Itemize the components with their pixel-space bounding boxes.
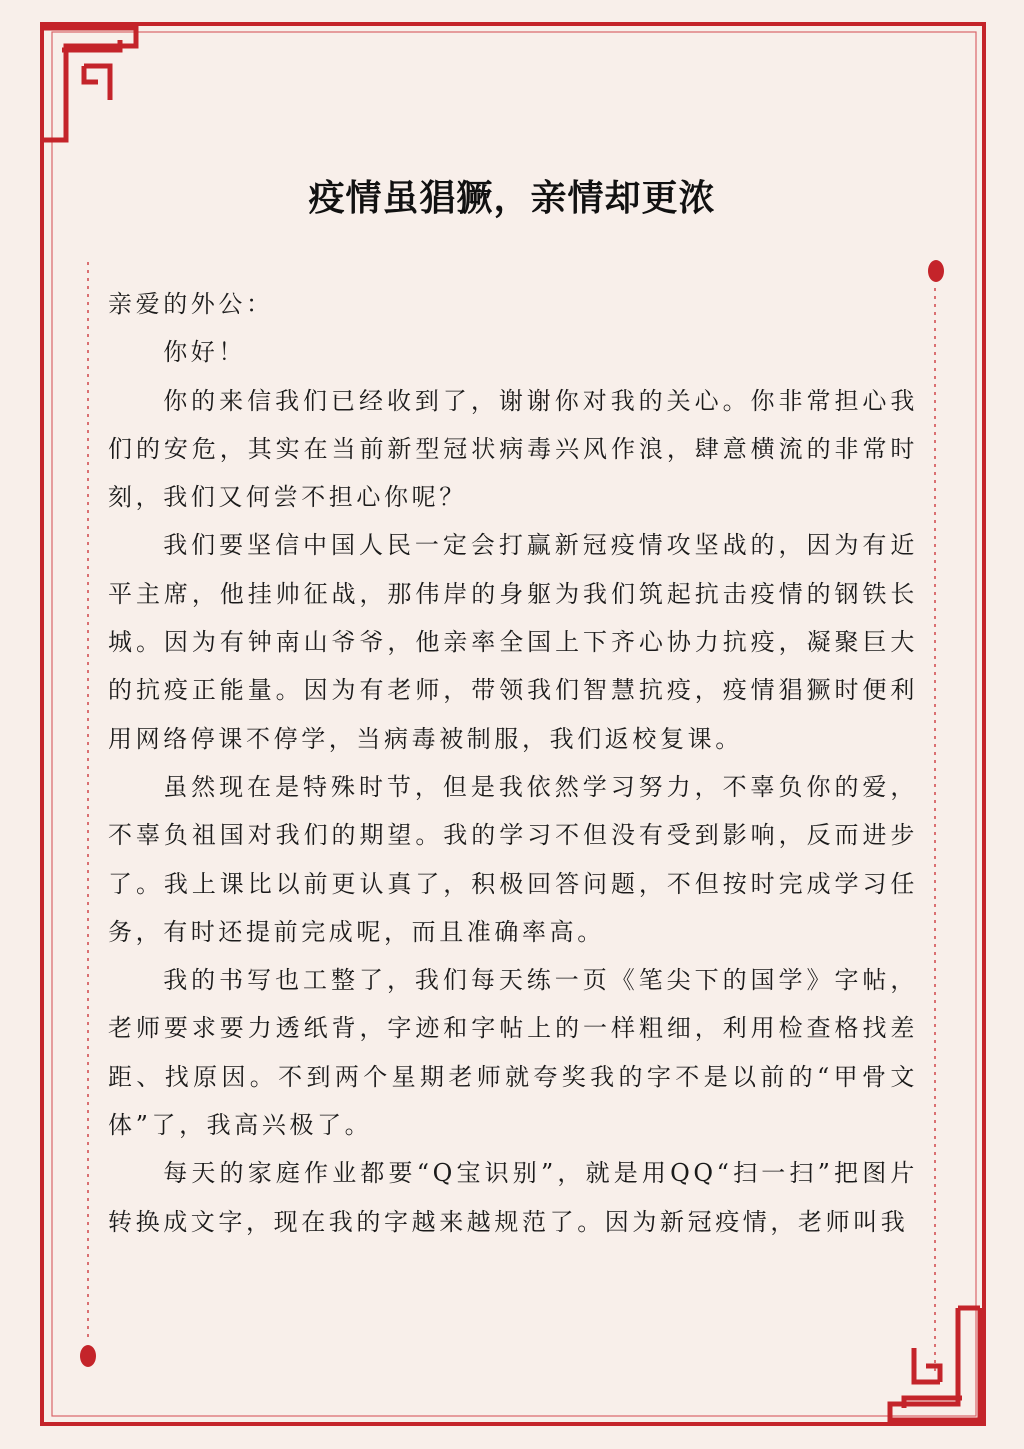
page-title: 疫情虽猖獗，亲情却更浓	[308, 178, 716, 219]
letter-paragraph: 每天的家庭作业都要“Q宝识别”，就是用QQ“扫一扫”把图片转换成文字，现在我的字越来越规范了。因为新冠疫情，老师叫我	[108, 1159, 918, 1236]
letter-paragraph: 我的书写也工整了，我们每天练一页《笔尖下的国学》字帖，老师要求要力透纸背，字迹和字帖上的一样粗细，利用检查格找差距、找原因。不到两个星期老师就夸奖我的字不是以前的“甲骨文体”了，我高兴极了。	[108, 966, 918, 1140]
right-red-dot	[928, 260, 944, 282]
corner-ornament-top-left	[44, 28, 136, 140]
letter-body	[108, 280, 918, 1246]
salutation: 亲爱的外公：	[108, 290, 274, 318]
letter-paragraph: 你的来信我们已经收到了，谢谢你对我的关心。你非常担心我们的安危，其实在当前新型冠状病毒兴风作浪，肆意横流的非常时刻，我们又何尝不担心你呢？	[108, 386, 918, 512]
corner-ornament-bottom-right	[890, 1308, 980, 1420]
left-red-dot	[80, 1345, 96, 1367]
letter-paragraph: 我们要坚信中国人民一定会打赢新冠疫情攻坚战的，因为有近平主席，他挂帅征战，那伟岸的身躯为我们筑起抗击疫情的钢铁长城。因为有钟南山爷爷，他亲率全国上下齐心协力抗疫，凝聚巨大的抗疫正能量。因为有老师，带领我们智慧抗疫，疫情猖獗时便利用网络停课不停学，当病毒被制服，我们返校复课。	[108, 531, 918, 753]
letter-paragraph: 虽然现在是特殊时节，但是我依然学习努力，不辜负你的爱，不辜负祖国对我们的期望。我的学习不但没有受到影响，反而进步了。我上课比以前更认真了，积极回答问题，不但按时完成学习任务，有时还提前完成呢，而且准确率高。	[108, 772, 918, 946]
greeting-line: 你好！	[163, 338, 246, 367]
